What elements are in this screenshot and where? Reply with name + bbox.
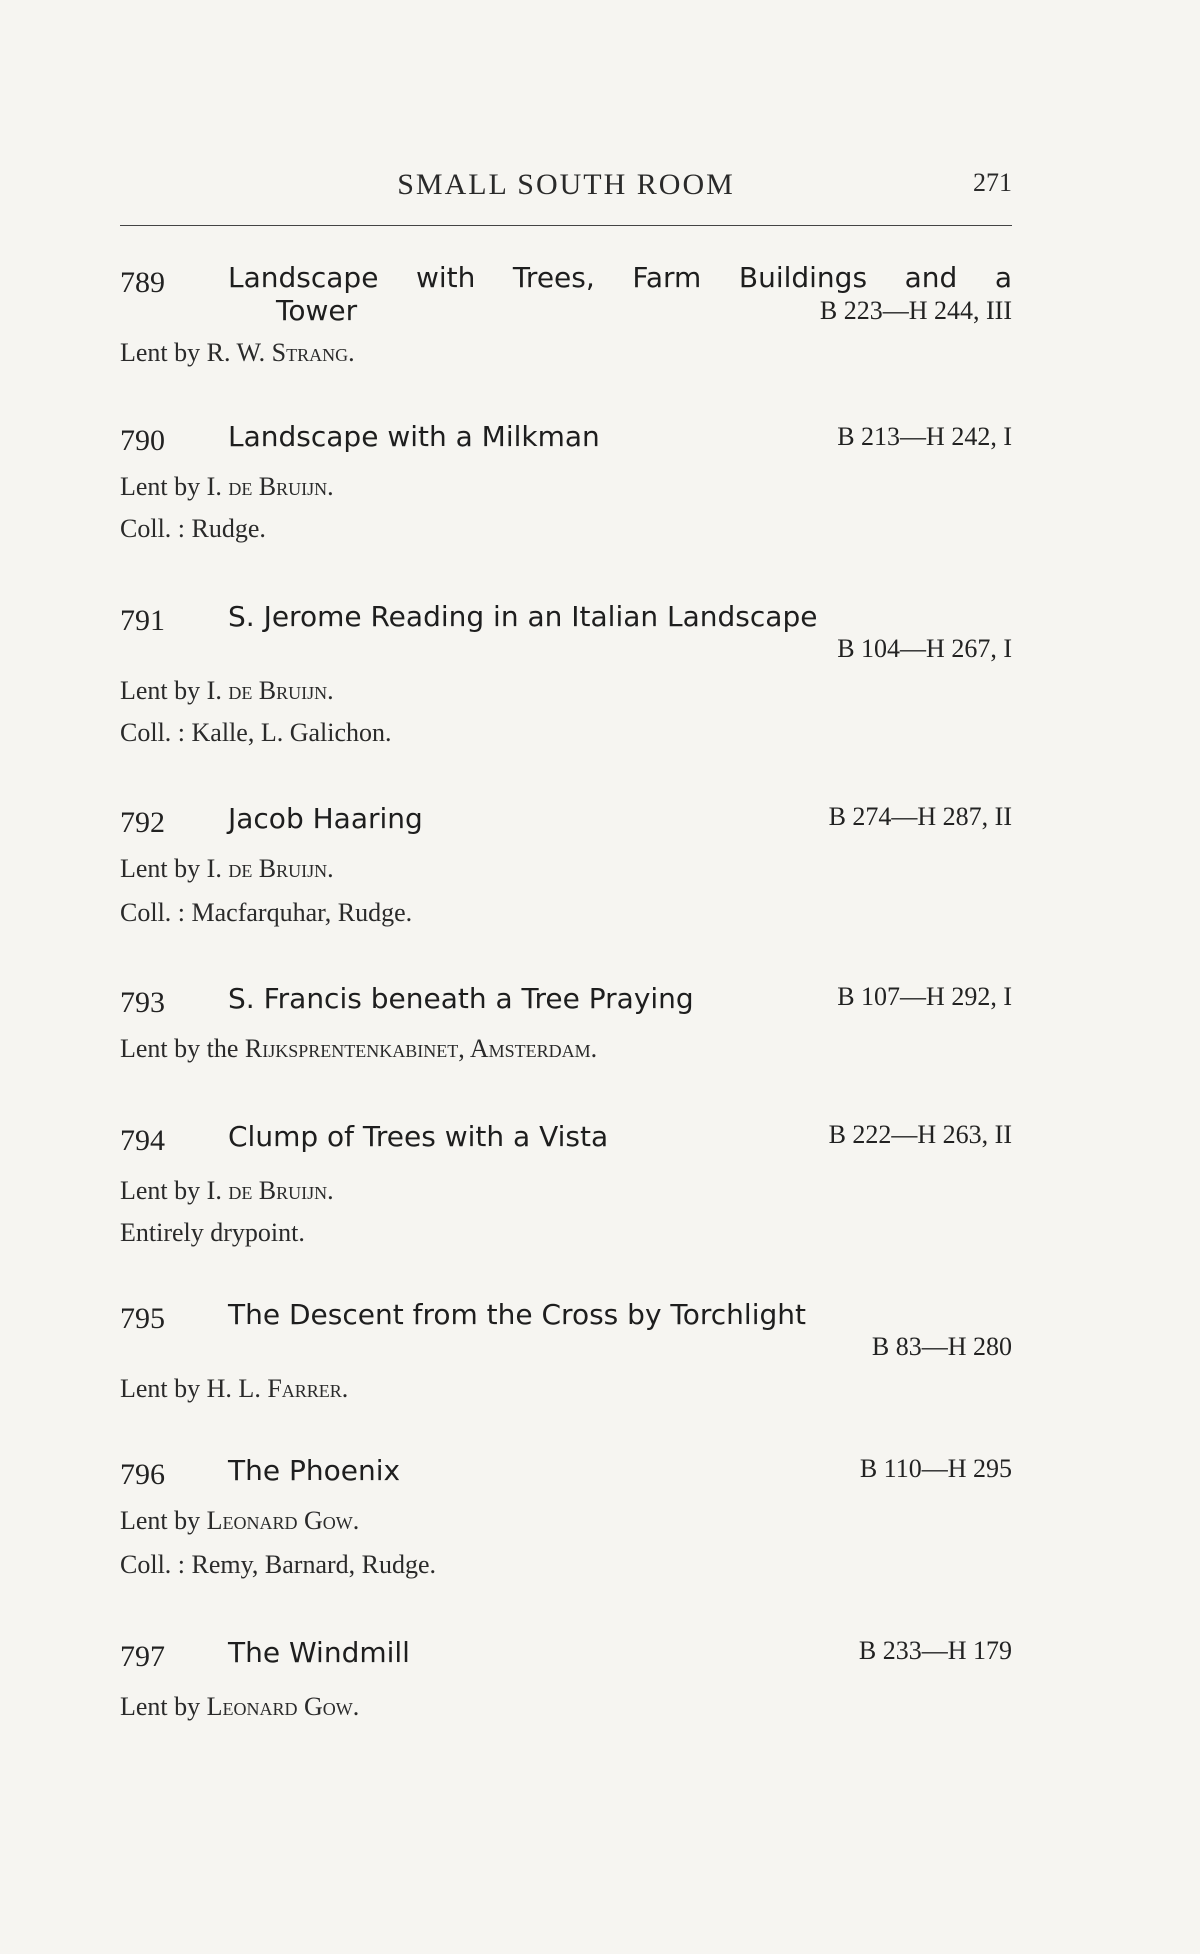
entry-reference: B 107—H 292, I: [837, 982, 1012, 1011]
page-number: 271: [973, 168, 1012, 197]
entry-reference: B 274—H 287, II: [828, 802, 1012, 831]
page-header: [120, 168, 1012, 208]
entry-lender: [120, 1506, 359, 1536]
entry-lender: [120, 338, 355, 368]
entry-lender: [120, 854, 334, 884]
entry-title: Clump of Trees with a Vista: [228, 1120, 609, 1153]
entry-title-continued: Tower: [276, 294, 358, 327]
entry-number: 792: [120, 806, 165, 839]
entry-lender: [120, 1034, 597, 1064]
entry-reference: B 223—H 244, III: [819, 296, 1012, 325]
lender-name: Rijksprentenkabinet, Amsterdam.: [244, 1034, 598, 1063]
entry-number: 794: [120, 1124, 165, 1157]
entry-lender: [120, 1374, 348, 1404]
lent-by-label: Lent by: [120, 338, 207, 367]
lender-name: R. W. Strang.: [206, 338, 355, 367]
lender-name: I. de Bruijn.: [206, 854, 334, 883]
lender-name: H. L. Farrer.: [206, 1374, 349, 1403]
entry-title: Landscape with Trees, Farm Buildings and a: [228, 261, 1012, 294]
entry-number: 797: [120, 1640, 165, 1673]
entry-number: 793: [120, 986, 165, 1019]
entry-title: The Phoenix: [228, 1454, 401, 1487]
lent-by-label: Lent by: [120, 472, 207, 501]
entry-lender: [120, 472, 334, 502]
lender-name: I. de Bruijn.: [206, 676, 334, 705]
lent-by-label: Lent by: [120, 854, 207, 883]
entry-title: Landscape with a Milkman: [228, 420, 600, 453]
entry-number: 796: [120, 1458, 165, 1491]
lent-by-label: Lent by: [120, 1692, 207, 1721]
lender-name: Leonard Gow.: [206, 1692, 360, 1721]
entry-title: S. Francis beneath a Tree Praying: [228, 982, 694, 1015]
lent-by-label: Lent by: [120, 1176, 207, 1205]
entry-number: 791: [120, 604, 165, 637]
entry-note: Entirely drypoint.: [120, 1218, 305, 1247]
lent-by-label: Lent by: [120, 676, 207, 705]
entry-title: The Windmill: [228, 1636, 410, 1669]
entry-collection: Coll. : Macfarquhar, Rudge.: [120, 898, 413, 927]
entry-number: 789: [120, 266, 165, 299]
lender-name: I. de Bruijn.: [206, 1176, 334, 1205]
lender-name: I. de Bruijn.: [206, 472, 334, 501]
entry-number: 795: [120, 1302, 165, 1335]
entry-reference: B 83—H 280: [871, 1332, 1012, 1361]
entry-collection: Coll. : Kalle, L. Galichon.: [120, 718, 392, 747]
entry-number: 790: [120, 424, 165, 457]
entry-reference: B 110—H 295: [859, 1454, 1012, 1483]
entry-reference: B 104—H 267, I: [837, 634, 1012, 663]
entry-title: S. Jerome Reading in an Italian Landscape: [228, 600, 818, 633]
lent-by-label: Lent by: [120, 1506, 207, 1535]
lender-name: Leonard Gow.: [206, 1506, 360, 1535]
entry-title: The Descent from the Cross by Torchlight: [228, 1298, 806, 1331]
running-title: SMALL SOUTH ROOM: [397, 168, 735, 201]
entry-reference: B 233—H 179: [858, 1636, 1012, 1665]
entry-collection: Coll. : Rudge.: [120, 514, 266, 543]
entry-lender: [120, 676, 334, 706]
entry-lender: [120, 1692, 359, 1722]
entry-collection: Coll. : Remy, Barnard, Rudge.: [120, 1550, 437, 1579]
entry-title: Jacob Haaring: [228, 802, 423, 835]
lent-by-label: Lent by the: [120, 1034, 245, 1063]
entry-lender: [120, 1176, 334, 1206]
lent-by-label: Lent by: [120, 1374, 207, 1403]
entry-reference: B 222—H 263, II: [828, 1120, 1012, 1149]
entry-reference: B 213—H 242, I: [837, 422, 1012, 451]
header-rule: [120, 225, 1012, 226]
